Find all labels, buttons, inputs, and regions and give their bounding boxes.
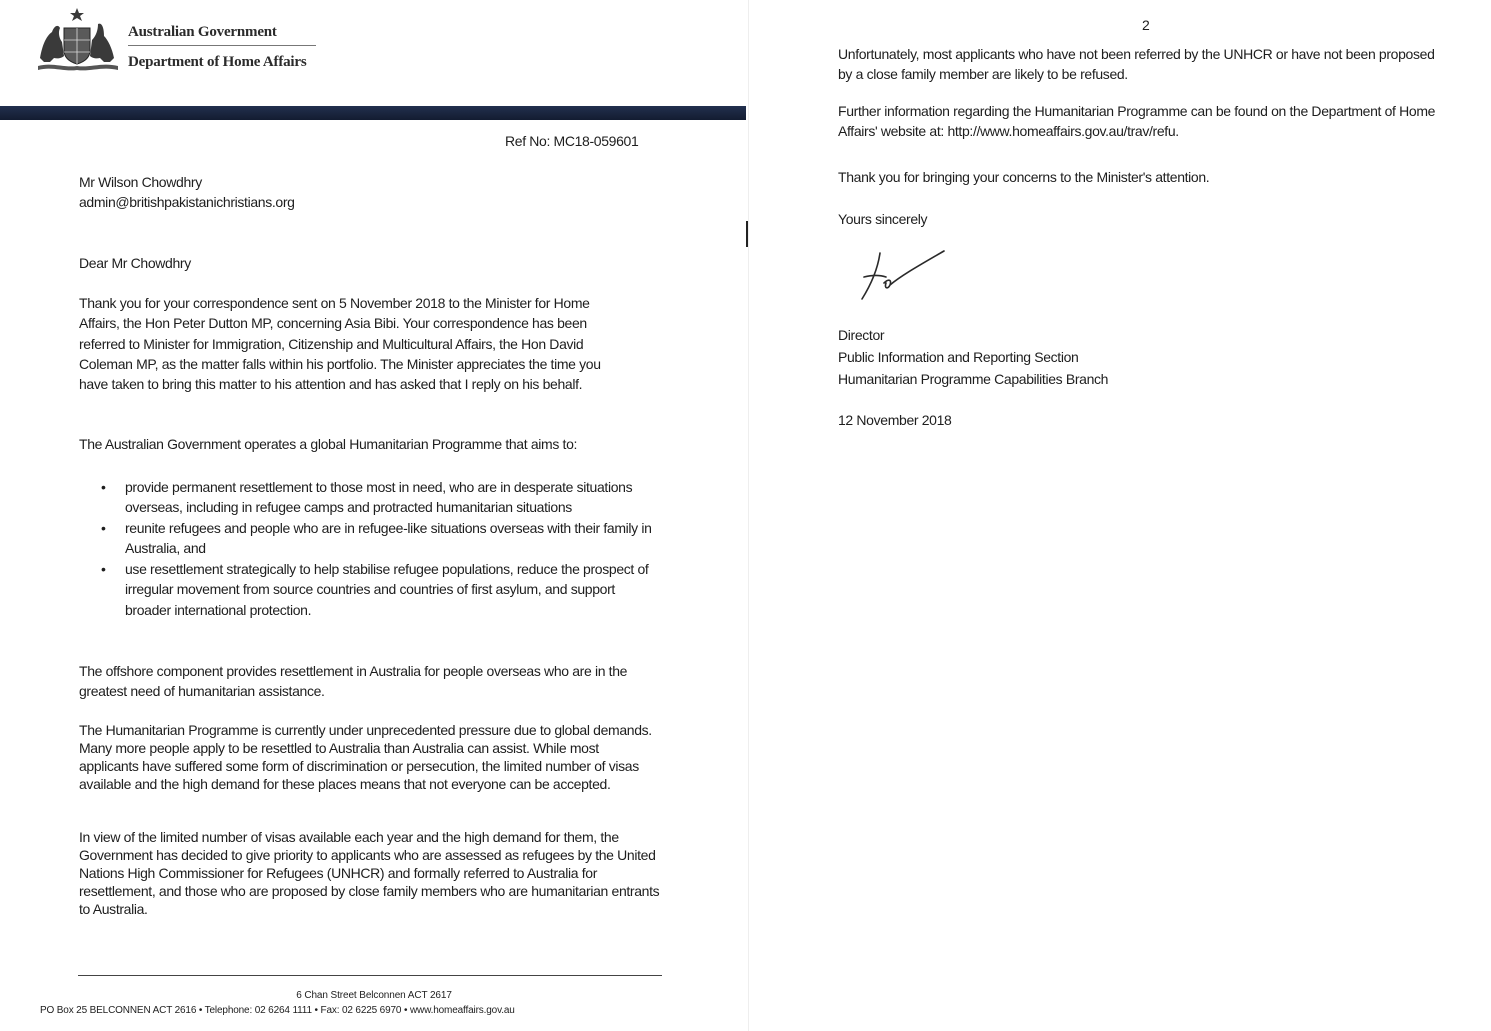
signatory-title: Director xyxy=(838,327,885,343)
list-item xyxy=(79,477,659,518)
recipient-email: admin@britishpakistanichristians.org xyxy=(79,194,295,211)
coat-of-arms-logo xyxy=(32,6,122,76)
page-number: 2 xyxy=(1142,17,1150,33)
list-item xyxy=(79,518,659,559)
bullet-icon: • xyxy=(101,561,106,578)
letterhead-rule xyxy=(128,45,316,46)
page2-paragraph-2: Further information regarding the Humanitarian Programme can be found on the Department of Home Affairs' website at: http://www.homeaffairs.gov.au/trav/refu. xyxy=(838,103,1436,140)
signatory-branch: Humanitarian Programme Capabilities Branch xyxy=(838,371,1109,387)
signatory-section: Public Information and Reporting Section xyxy=(838,349,1079,365)
letter-page-2 xyxy=(748,0,1491,1031)
paragraph-5: In view of the limited number of visas available each year and the high demand for them, the Government has decided to give priority to applicants who are assessed as refugees by the United Nations High Commissioner for Refugees (UNHCR) and formally referred to Australia for resettlement, and those who are proposed by close family members who are humanitarian entrants to Australia. xyxy=(79,829,660,917)
bullet-icon: • xyxy=(101,479,106,495)
letter-date: 12 November 2018 xyxy=(838,412,952,428)
page2-paragraph-1: Unfortunately, most applicants who have not been referred by the UNHCR or have not been proposed by a close family member are likely to be refused. xyxy=(838,46,1435,83)
salutation: Dear Mr Chowdhry xyxy=(79,255,191,271)
closing: Yours sincerely xyxy=(838,211,928,227)
list-item-text: use resettlement strategically to help stabilise refugee populations, reduce the prospect of irregular movement from source countries and countries of first asylum, and support broader international protection. xyxy=(125,561,649,618)
recipient-address xyxy=(79,172,295,213)
footer-rule xyxy=(78,975,662,976)
reference-number: Ref No: MC18-059601 xyxy=(505,133,639,149)
signatory-block xyxy=(838,324,1108,390)
signature-mark xyxy=(854,245,949,305)
bullet-icon: • xyxy=(101,520,106,537)
government-name: Australian Government xyxy=(128,24,277,40)
paragraph-1: Thank you for your correspondence sent on 5 November 2018 to the Minister for Home Affairs, the Hon Peter Dutton MP, concerning Asia Bibi. Your correspondence has been referred to Minister for Immigration, Citizenship and Multicultural Affairs, the Hon David Coleman MP, as the matter falls within his portfolio. The Minister appreciates the time you have taken to bring this matter to his attention and has asked that I reply on his behalf. xyxy=(79,295,601,393)
paragraph-4: The Humanitarian Programme is currently under unprecedented pressure due to global demands. Many more people apply to be resettled to Australia than Australia can assist. While most applicants have suffered some form of discrimination or persecution, the limited number of visas available and the high demand for these places means that not everyone can be accepted. xyxy=(79,722,652,792)
footer-address: 6 Chan Street Belconnen ACT 2617 xyxy=(296,990,452,1001)
footer-contact: PO Box 25 BELCONNEN ACT 2616 • Telephone: 02 6264 1111 • Fax: 02 6225 6970 • www.homeaffairs.gov.au xyxy=(40,1005,515,1016)
letterhead-band xyxy=(0,106,746,120)
paragraph-2: The Australian Government operates a global Humanitarian Programme that aims to: xyxy=(79,436,578,452)
aims-list xyxy=(79,477,659,621)
recipient-name: Mr Wilson Chowdhry xyxy=(79,174,202,190)
department-name: Department of Home Affairs xyxy=(128,54,307,70)
list-item-text: provide permanent resettlement to those most in need, who are in desperate situations overseas, including in refugee camps and protracted humanitarian situations xyxy=(125,479,633,516)
list-item-text: reunite refugees and people who are in refugee-like situations overseas with their family in Australia, and xyxy=(125,520,652,557)
page2-paragraph-3: Thank you for bringing your concerns to the Minister's attention. xyxy=(838,169,1210,185)
list-item xyxy=(79,559,659,620)
paragraph-3: The offshore component provides resettlement in Australia for people overseas who are in the greatest need of humanitarian assistance. xyxy=(79,663,628,700)
